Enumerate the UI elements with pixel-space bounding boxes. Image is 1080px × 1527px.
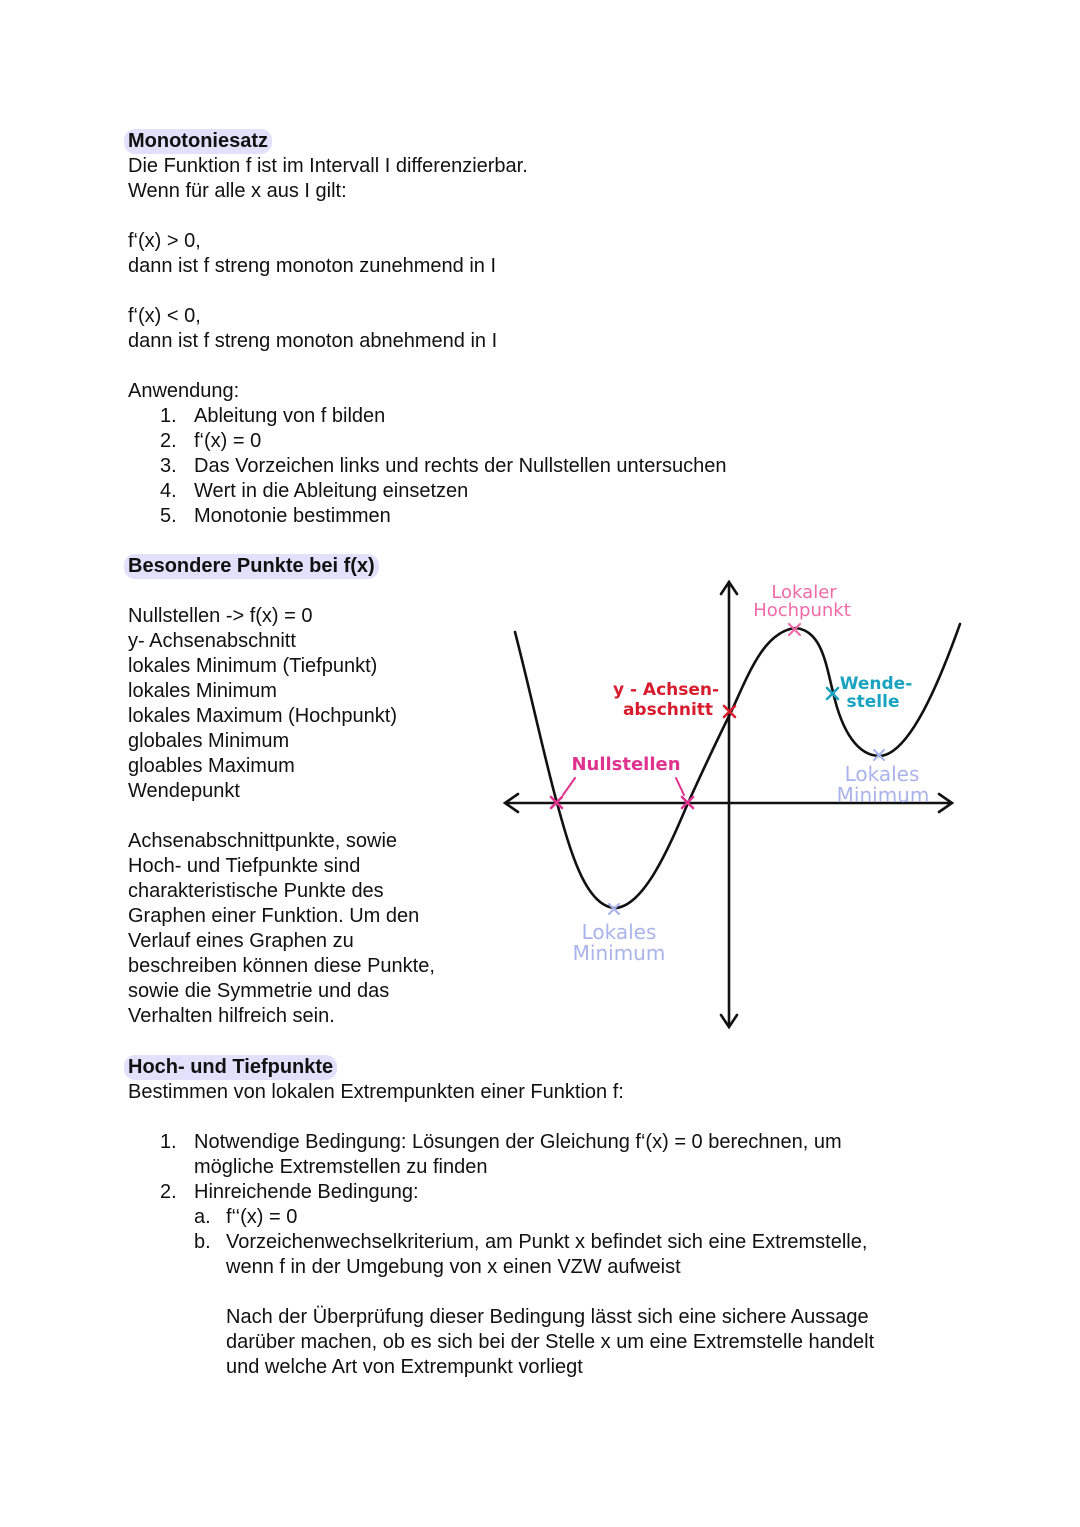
label-wendestelle: stelle	[846, 692, 900, 712]
list-item: 2. Hinreichende Bedingung: a. f‘‘(x) = 0 b. Vorzeichenwechselkriterium, am Punkt x befindet sich eine Extremstelle, wenn f in der Umgebung von x einen VZW aufweist Nach der Überprüfung dieser Bedingung lässt sich eine sichere Aussage darüber machen, ob es sich bei der Stelle x um eine Extremstelle handelt und welche Art von Extrempunkt vorliegt	[160, 1181, 875, 1378]
label-minimum-left: Minimum	[572, 941, 666, 965]
nullstellen-pointer	[676, 778, 684, 795]
point-item: Wendepunkt	[128, 780, 240, 802]
hochtief-section	[128, 1055, 874, 1380]
point-item: lokales Minimum	[128, 680, 277, 702]
label-hochpunkt: Lokaler	[771, 582, 837, 603]
paragraph-line: Achsenabschnittpunkte, sowie	[128, 830, 398, 852]
paragraph-line: Hoch- und Tiefpunkte sind	[128, 855, 361, 877]
point-item: lokales Minimum (Tiefpunkt)	[128, 655, 378, 677]
case1-condition: f‘(x) > 0,	[128, 230, 201, 252]
besondere-heading: Besondere Punkte bei f(x)	[124, 554, 379, 579]
hochtief-list	[128, 1130, 874, 1380]
label-y-achsenabschnitt: y - Achsen-	[612, 680, 720, 700]
list-item: 1. Notwendige Bedingung: Lösungen der Gleichung f‘(x) = 0 berechnen, um mögliche Extremstellen zu finden	[160, 1131, 842, 1178]
label-minimum-left: Lokales	[581, 920, 657, 944]
list-item: 2. f‘(x) = 0	[160, 430, 262, 452]
label-minimum-right: Minimum	[836, 783, 930, 807]
point-item: y- Achsenabschnitt	[128, 630, 296, 652]
list-item: 3. Das Vorzeichen links und rechts der Nullstellen untersuchen	[160, 455, 727, 477]
paragraph-line: Verhalten hilfreich sein.	[128, 1005, 335, 1027]
hochtief-heading: Hoch- und Tiefpunkte	[124, 1055, 337, 1080]
note-line: und welche Art von Extrempunkt vorliegt	[226, 1356, 583, 1378]
point-item: lokales Maximum (Hochpunkt)	[128, 705, 397, 727]
sub-list	[194, 1205, 874, 1380]
monotonie-intro-2: Wenn für alle x aus I gilt:	[128, 180, 347, 202]
note-line: darüber machen, ob es sich bei der Stelle x um eine Extremstelle handelt	[226, 1331, 875, 1353]
paragraph-line: Graphen einer Funktion. Um den	[128, 905, 420, 927]
besondere-section	[128, 554, 435, 1029]
application-label: Anwendung:	[128, 380, 240, 402]
case1-text: dann ist f streng monoton zunehmend in I	[128, 255, 497, 277]
list-item: b. Vorzeichenwechselkriterium, am Punkt x befindet sich eine Extremstelle, wenn f in der Umgebung von x einen VZW aufweist Nach der Überprüfung dieser Bedingung lässt sich eine sichere Aussage darüber machen, ob es sich bei der Stelle x um eine Extremstelle handelt und welche Art von Extrempunkt vorliegt	[194, 1231, 875, 1378]
paragraph-line: charakteristische Punkte des	[128, 880, 384, 902]
list-item: 5. Monotonie bestimmen	[160, 505, 391, 527]
case2-text: dann ist f streng monoton abnehmend in I	[128, 330, 498, 352]
function-sketch	[490, 570, 970, 1040]
note-line: Nach der Überprüfung dieser Bedingung lässt sich eine sichere Aussage	[226, 1306, 869, 1328]
point-item: Nullstellen -> f(x) = 0	[128, 605, 313, 627]
application-steps	[128, 404, 727, 529]
label-nullstellen: Nullstellen	[571, 754, 681, 775]
monotonie-section	[128, 129, 727, 529]
list-item: 1. Ableitung von f bilden	[160, 405, 386, 427]
label-minimum-right: Lokales	[844, 762, 920, 786]
case2-condition: f‘(x) < 0,	[128, 305, 201, 327]
label-hochpunkt: Hochpunkt	[753, 600, 851, 621]
nullstellen-pointer	[563, 778, 575, 795]
point-item: globales Minimum	[128, 730, 290, 752]
paragraph-line: Verlauf eines Graphen zu	[128, 930, 354, 952]
paragraph-line: beschreiben können diese Punkte,	[128, 955, 435, 977]
monotonie-heading: Monotoniesatz	[124, 129, 272, 154]
list-item: 4. Wert in die Ableitung einsetzen	[160, 480, 469, 502]
point-item: gloables Maximum	[128, 755, 295, 777]
hochtief-intro: Bestimmen von lokalen Extrempunkten einer Funktion f:	[128, 1081, 624, 1103]
label-y-achsenabschnitt: abschnitt	[622, 700, 714, 720]
list-item: a. f‘‘(x) = 0	[194, 1206, 298, 1228]
label-wendestelle: Wende-	[839, 674, 913, 694]
paragraph-line: sowie die Symmetrie und das	[128, 980, 390, 1002]
monotonie-intro-1: Die Funktion f ist im Intervall I differenzierbar.	[128, 155, 528, 177]
